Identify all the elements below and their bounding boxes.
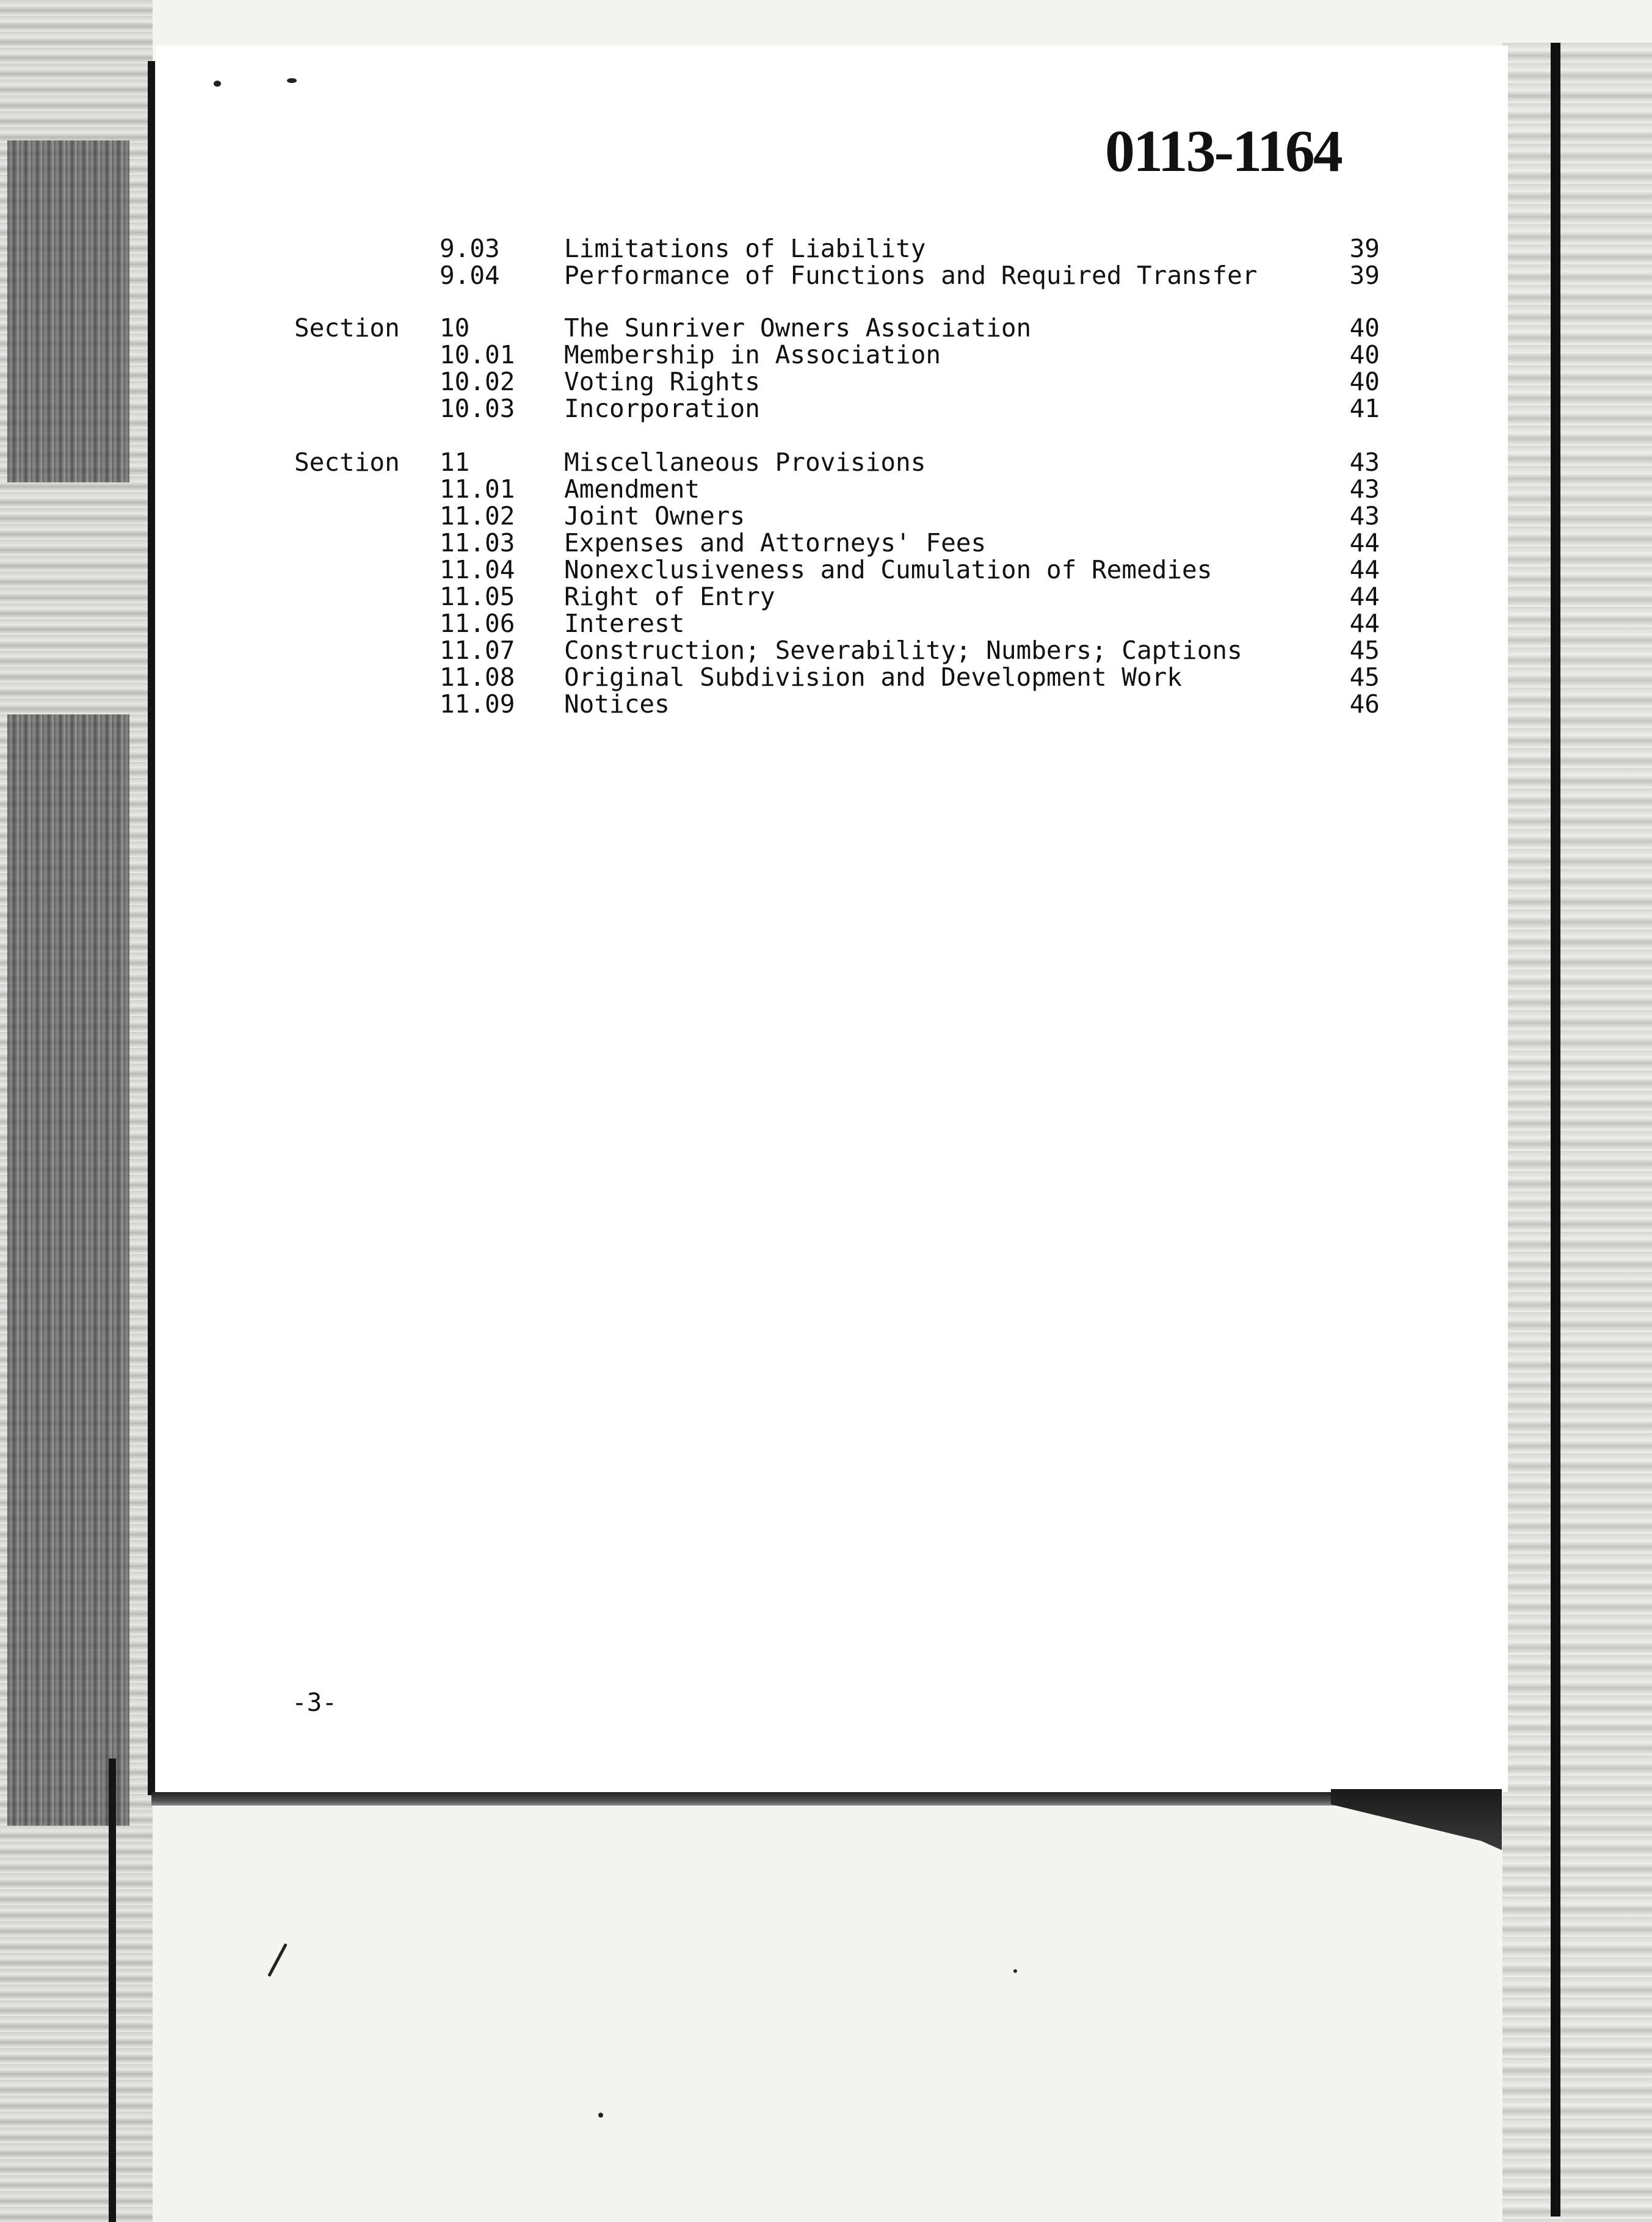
toc-entry-title: Nonexclusiveness and Cumulation of Remedies (564, 555, 1212, 584)
toc-entry-number: 11.04 (440, 555, 515, 584)
toc-entry-title: Joint Owners (564, 501, 745, 531)
toc-row (0, 609, 1652, 637)
toc-entry-number: 11.09 (440, 689, 515, 719)
toc-page-number: 44 (1349, 609, 1380, 638)
toc-entry-number: 11.05 (440, 582, 515, 611)
page-number-footer: -3- (292, 1688, 338, 1717)
toc-entry-number: 11.07 (440, 636, 515, 665)
page-border-bottom (151, 1792, 1501, 1806)
toc-entry-number: 10.01 (440, 340, 515, 369)
scan-speck (1013, 1969, 1017, 1973)
toc-entry-title: Incorporation (564, 394, 760, 423)
toc-page-number: 39 (1349, 261, 1380, 290)
toc-row (0, 475, 1652, 503)
toc-entry-number: 11.06 (440, 609, 515, 638)
toc-page-number: 39 (1349, 234, 1380, 263)
toc-page-number: 41 (1349, 394, 1380, 423)
toc-entry-title: Notices (564, 689, 670, 719)
toc-entry-number: 11.01 (440, 474, 515, 504)
toc-entry-number: 10 (440, 313, 470, 343)
toc-row (0, 502, 1652, 530)
table-of-contents (0, 0, 1652, 733)
toc-entry-title: The Sunriver Owners Association (564, 313, 1032, 343)
toc-row (0, 583, 1652, 611)
toc-entry-title: Miscellaneous Provisions (564, 448, 926, 477)
toc-entry-title: Limitations of Liability (564, 234, 926, 263)
toc-row (0, 341, 1652, 369)
toc-entry-title: Original Subdivision and Development Work (564, 663, 1183, 692)
toc-entry-number: 10.03 (440, 394, 515, 423)
toc-page-number: 46 (1349, 689, 1380, 719)
recording-stamp-number: 0113-1164 (1105, 118, 1341, 184)
toc-entry-title: Membership in Association (564, 340, 941, 369)
toc-row (0, 234, 1652, 263)
toc-entry-number: 11.08 (440, 663, 515, 692)
toc-page-number: 43 (1349, 448, 1380, 477)
toc-row (0, 314, 1652, 342)
toc-entry-title: Right of Entry (564, 582, 775, 611)
toc-page-number: 44 (1349, 528, 1380, 557)
toc-entry-number: 10.02 (440, 367, 515, 396)
toc-row (0, 368, 1652, 396)
toc-entry-number: 9.04 (440, 261, 500, 290)
toc-page-number: 44 (1349, 555, 1380, 584)
toc-row (0, 663, 1652, 691)
toc-entry-number: 11.03 (440, 528, 515, 557)
toc-row (0, 636, 1652, 664)
scan-mark (267, 1943, 288, 1977)
toc-page-number: 43 (1349, 501, 1380, 531)
toc-entry-title: Construction; Severability; Numbers; Captions (564, 636, 1242, 665)
page-border-corner (1331, 1789, 1502, 1850)
toc-entry-number: 11 (440, 448, 470, 477)
toc-entry-title: Amendment (564, 474, 700, 504)
toc-entry-title: Interest (564, 609, 685, 638)
toc-page-number: 43 (1349, 474, 1380, 504)
toc-entry-title: Expenses and Attorneys' Fees (564, 528, 987, 557)
toc-page-number: 45 (1349, 663, 1380, 692)
toc-page-number: 45 (1349, 636, 1380, 665)
page-border-left-lower (109, 1759, 116, 2222)
toc-section-label: Section (294, 448, 400, 477)
toc-row (0, 394, 1652, 423)
scan-speck (214, 81, 221, 87)
scan-dark-band (7, 714, 129, 1826)
toc-page-number: 40 (1349, 313, 1380, 343)
toc-row (0, 556, 1652, 584)
toc-row (0, 690, 1652, 718)
toc-row (0, 529, 1652, 557)
scan-speck (287, 78, 297, 83)
toc-page-number: 40 (1349, 340, 1380, 369)
scan-speck (598, 2113, 603, 2118)
toc-page-number: 44 (1349, 582, 1380, 611)
toc-row (0, 261, 1652, 289)
toc-entry-title: Performance of Functions and Required Transfer (564, 261, 1258, 290)
toc-row (0, 448, 1652, 476)
toc-entry-number: 9.03 (440, 234, 500, 263)
toc-entry-title: Voting Rights (564, 367, 760, 396)
toc-entry-number: 11.02 (440, 501, 515, 531)
toc-section-label: Section (294, 313, 400, 343)
toc-page-number: 40 (1349, 367, 1380, 396)
